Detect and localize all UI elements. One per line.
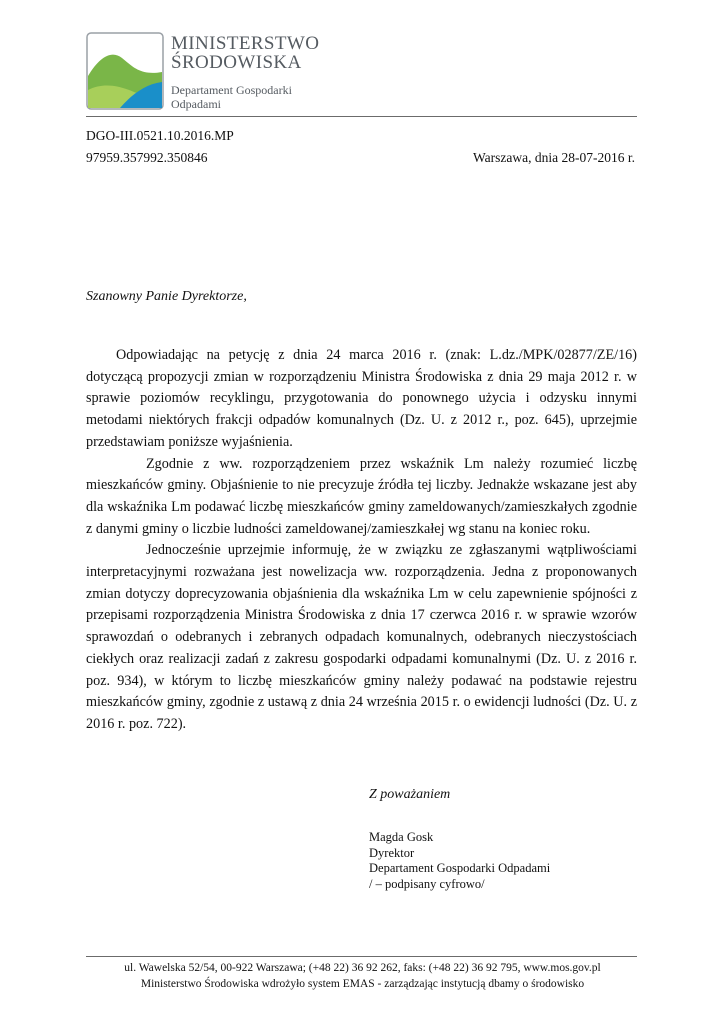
ministry-logo (86, 32, 164, 110)
signature-block (369, 830, 550, 892)
signer-title: Dyrektor (369, 845, 415, 860)
closing: Z poważaniem (369, 787, 451, 802)
department-name-line1: Departament Gospodarki (171, 83, 292, 97)
ministry-name-line2: ŚRODOWISKA (171, 52, 302, 73)
place-date: Warszawa, dnia 28-07-2016 r. (473, 150, 635, 165)
body-paragraph-1: Odpowiadając na petycję z dnia 24 marca 2016 r. (znak: L.dz./MPK/02877/ZE/16) dotyczącą propozycji zmian w rozporządzeniu Ministra Środowiska z dnia 29 maja 2012 r. w sprawie poziomów recyklingu, przygotowania do ponownego użycia i odzysku innymi metodami niektórych frakcji odpadów komunalnych (Dz. U. z 2012 r., poz. 645), uprzejmie przedstawiam poniższe wyjaśnienia. (86, 347, 637, 450)
department-name (171, 83, 292, 111)
footer-address: ul. Wawelska 52/54, 00-922 Warszawa; (+48 22) 36 92 262, faks: (+48 22) 36 92 795, www.mos.gov.pl (124, 962, 601, 974)
signer-department: Departament Gospodarki Odpadami (369, 861, 551, 875)
department-name-line2: Odpadami (171, 97, 221, 111)
footer-emas: Ministerstwo Środowiska wdrożyło system EMAS - zarządzając instytucją dbamy o środowisko (140, 978, 585, 990)
footer-divider (86, 956, 637, 957)
ministry-name (171, 34, 319, 72)
signature-note: / – podpisany cyfrowo/ (369, 876, 485, 891)
signer-name: Magda Gosk (369, 830, 434, 844)
ministry-name-line1: MINISTERSTWO (171, 33, 320, 54)
document-number: 97959.357992.350846 (86, 150, 208, 165)
header-divider (86, 116, 637, 117)
case-number: DGO-III.0521.10.2016.MP (86, 128, 234, 143)
letter-body (86, 345, 637, 736)
salutation: Szanowny Panie Dyrektorze, (86, 289, 247, 304)
body-paragraph-2: Zgodnie z ww. rozporządzeniem przez wskaźnik Lm należy rozumieć liczbę mieszkańców gminy. Objaśnienie to nie precyzuje źródła tej liczby. Jednakże wskazane jest aby dla wskaźnika Lm podawać liczbę mieszkańców gminy zameldowanych/zamieszkałych zgodnie z danymi gminy o liczbie ludności zameldowanej/zamieszkałej wg stanu na koniec roku. (86, 455, 637, 537)
body-paragraph-3: Jednocześnie uprzejmie informuję, że w związku ze zgłaszanymi wątpliwościami interpretacyjnymi rozważana jest nowelizacja ww. rozporządzenia. Jedna z proponowanych zmian dotyczy doprecyzowania objaśnienia dla wskaźnika Lm w celu zapewnienie spójności z przepisami rozporządzenia Ministra Środowiska z dnia 17 czerwca 2016 r. w sprawie wzorów sprawozdań o odebranych i zebranych odpadach komunalnych, odebranych nieczystościach ciekłych oraz realizacji zadań z zakresu gospodarki odpadami komunalnymi (Dz. U. z 2016 r. poz. 934), w którym to liczbę mieszkańców gminy należy podawać na podstawie rejestru mieszkańców gminy, zgodnie z ustawą z dnia 24 września 2015 r. o ewidencji ludności (Dz. U. z 2016 r. poz. 722). (86, 542, 637, 732)
